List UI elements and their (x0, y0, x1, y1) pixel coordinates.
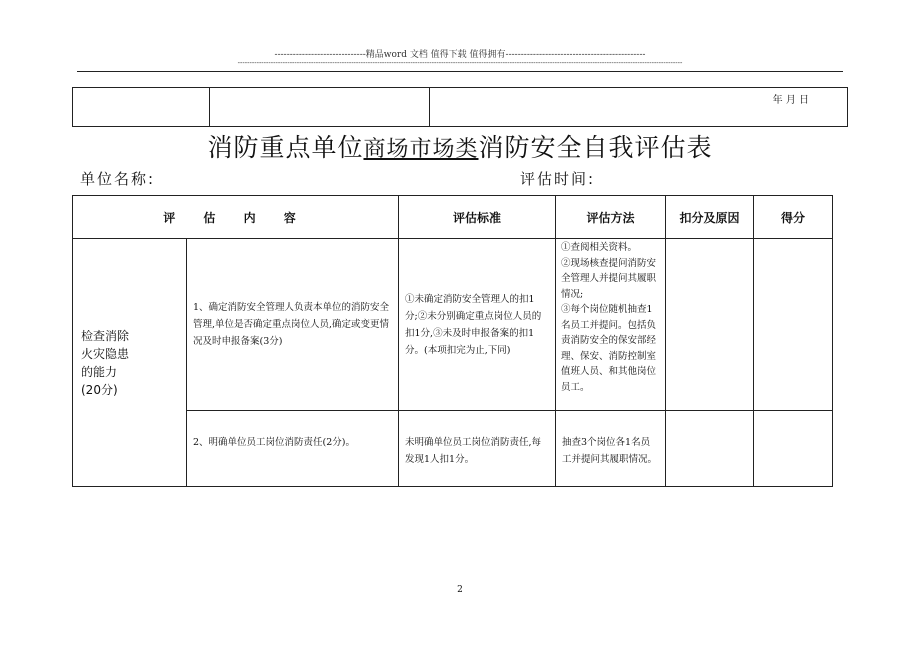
score-cell[interactable] (754, 411, 833, 487)
eval-time-label: 评估时间: (520, 170, 596, 188)
title-suffix: 消防安全自我评估表 (478, 133, 713, 162)
title-prefix: 消防重点单位 (207, 133, 364, 162)
category-cell (73, 239, 187, 487)
content-cell: 2、明确单位员工岗位消防责任(2分)。 (187, 411, 399, 487)
category-line: 火灾隐患 (81, 346, 130, 361)
title-category: 商场市场类 (363, 137, 479, 162)
standard-cell: 未明确单位员工岗位消防责任,每发现1人扣1分。 (399, 411, 556, 487)
header-rule (77, 71, 843, 72)
category-line: 检查消除 (81, 328, 130, 343)
header-standard: 评估标准 (399, 196, 556, 239)
method-item: ③每个岗位随机抽查1名员工并提问。包括负责消防安全的保安部经理、保安、消防控制室值班人员、和其他岗位员工。 (561, 304, 657, 393)
document-title (0, 128, 920, 164)
table-row (73, 239, 833, 411)
header-score: 得分 (754, 196, 833, 239)
unit-name-label: 单位名称: (80, 170, 156, 188)
method-item: ②现场核查提问消防安全管理人并提问其履职情况; (561, 257, 657, 300)
table-header-row (73, 196, 833, 239)
top-box-cell-1 (73, 88, 210, 127)
category-line: 的能力 (81, 364, 118, 379)
page-header-dashes: -------------------------------------------------------------------------------------------------------------------------------------------------------------------------------------------- (237, 59, 683, 67)
top-box-cell-2 (210, 88, 430, 127)
date-cell: 年 月 日 (430, 88, 848, 127)
page-number: 2 (457, 585, 463, 595)
method-cell (556, 239, 666, 411)
score-cell[interactable] (754, 239, 833, 411)
header-content: 评 估 内 容 (73, 196, 399, 239)
table-row (73, 411, 833, 487)
page-header-banner: ------------------------------精品word 文档 值得下载 值得拥有---------------------------------------------- (274, 50, 646, 60)
top-blank-box (72, 87, 848, 127)
method-cell: 抽查3个岗位各1名员工并提问其履职情况。 (556, 411, 666, 487)
assessment-table (72, 195, 833, 487)
deduction-cell[interactable] (666, 411, 754, 487)
header-method: 评估方法 (556, 196, 666, 239)
standard-cell: ①未确定消防安全管理人的扣1分;②未分别确定重点岗位人员的扣1分,③未及时申报备案的扣1分。(本项扣完为止,下同) (399, 239, 556, 411)
content-cell: 1、确定消防安全管理人负责本单位的消防安全管理,单位是否确定重点岗位人员,确定或变更情况及时申报备案(3分) (187, 239, 399, 411)
header-deduction: 扣分及原因 (666, 196, 754, 239)
method-item: ①查阅相关资料。 (561, 242, 638, 253)
category-line: (20分) (81, 382, 118, 397)
deduction-cell[interactable] (666, 239, 754, 411)
